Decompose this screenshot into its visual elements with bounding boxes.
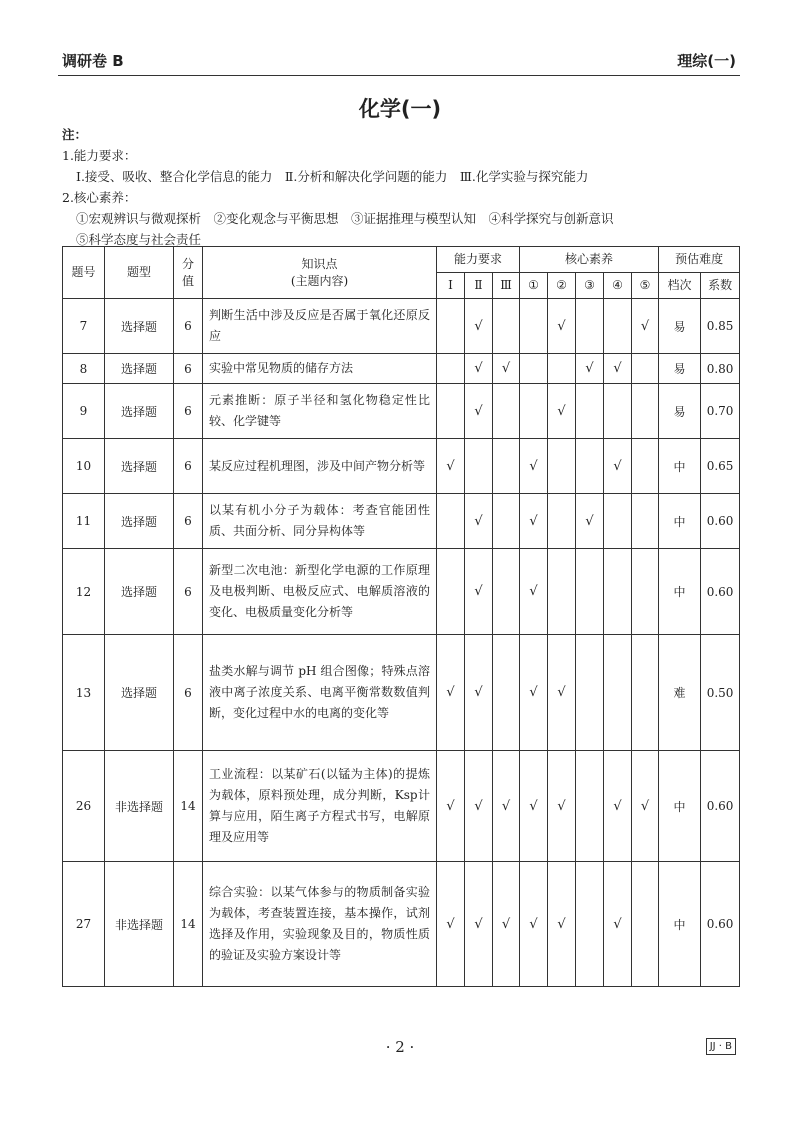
core-cell-2: √ <box>548 751 576 862</box>
question-score: 6 <box>174 299 203 354</box>
difficulty-coef: 0.60 <box>701 494 740 549</box>
question-score: 6 <box>174 384 203 439</box>
ability-cell-3 <box>493 549 520 635</box>
ability-cell-1 <box>437 384 465 439</box>
core-cell-3 <box>576 384 604 439</box>
header-level: 档次 <box>659 273 701 299</box>
ability-cell-2: √ <box>465 751 493 862</box>
difficulty-level: 中 <box>659 494 701 549</box>
core-cell-5 <box>632 354 659 384</box>
question-number: 8 <box>63 354 105 384</box>
core-cell-1: √ <box>520 439 548 494</box>
notes <box>62 124 614 250</box>
table-row <box>63 751 740 862</box>
notes-item2-title: 2.核心素养： <box>62 190 137 205</box>
header-core-1: ① <box>520 273 548 299</box>
ability-cell-1 <box>437 354 465 384</box>
knowledge-point: 以某有机小分子为载体：考查官能团性质、共面分析、同分异构体等 <box>203 494 437 549</box>
core-cell-3 <box>576 862 604 987</box>
core-cell-3: √ <box>576 494 604 549</box>
ability-cell-3: √ <box>493 354 520 384</box>
question-type: 选择题 <box>105 635 174 751</box>
question-score: 6 <box>174 549 203 635</box>
page-number: · 2 · <box>385 1038 415 1056</box>
core-cell-2: √ <box>548 635 576 751</box>
core-cell-5 <box>632 494 659 549</box>
question-number: 11 <box>63 494 105 549</box>
table-row <box>63 635 740 751</box>
question-type: 选择题 <box>105 494 174 549</box>
analysis-table <box>62 246 740 987</box>
question-score: 14 <box>174 751 203 862</box>
header-core-2: ② <box>548 273 576 299</box>
question-number: 27 <box>63 862 105 987</box>
difficulty-coef: 0.60 <box>701 549 740 635</box>
difficulty-level: 易 <box>659 354 701 384</box>
difficulty-level: 易 <box>659 384 701 439</box>
core-cell-5: √ <box>632 299 659 354</box>
ability-cell-2: √ <box>465 635 493 751</box>
core-cell-1 <box>520 384 548 439</box>
core-cell-1: √ <box>520 549 548 635</box>
difficulty-level: 中 <box>659 439 701 494</box>
ability-cell-1: √ <box>437 751 465 862</box>
core-cell-1: √ <box>520 635 548 751</box>
ability-cell-3 <box>493 494 520 549</box>
core-cell-4: √ <box>604 751 632 862</box>
ability-cell-1 <box>437 494 465 549</box>
core-cell-4 <box>604 384 632 439</box>
header-ability: 能力要求 <box>437 247 520 273</box>
footer-code: JJ · B <box>706 1038 736 1055</box>
ability-cell-1: √ <box>437 635 465 751</box>
question-number: 7 <box>63 299 105 354</box>
ability-cell-3: √ <box>493 862 520 987</box>
ability-cell-1: √ <box>437 439 465 494</box>
core-cell-4: √ <box>604 862 632 987</box>
ability-cell-2 <box>465 439 493 494</box>
ability-cell-3 <box>493 635 520 751</box>
question-type: 非选择题 <box>105 862 174 987</box>
difficulty-level: 难 <box>659 635 701 751</box>
core-cell-3 <box>576 549 604 635</box>
core-cell-1: √ <box>520 494 548 549</box>
difficulty-coef: 0.70 <box>701 384 740 439</box>
core-cell-3 <box>576 439 604 494</box>
ability-cell-1: √ <box>437 862 465 987</box>
notes-label: 注： <box>62 127 88 142</box>
knowledge-point: 实验中常见物质的储存方法 <box>203 354 437 384</box>
core-cell-3 <box>576 751 604 862</box>
core-cell-5: √ <box>632 751 659 862</box>
core-cell-3: √ <box>576 354 604 384</box>
ability-cell-2: √ <box>465 299 493 354</box>
question-number: 9 <box>63 384 105 439</box>
core-cell-1 <box>520 354 548 384</box>
difficulty-level: 中 <box>659 751 701 862</box>
header-knowledge: 知识点 (主题内容) <box>203 247 437 299</box>
core-cell-5 <box>632 862 659 987</box>
question-score: 6 <box>174 635 203 751</box>
page-title: 化学(一) <box>358 97 442 121</box>
ability-cell-2: √ <box>465 384 493 439</box>
difficulty-level: 易 <box>659 299 701 354</box>
difficulty-level: 中 <box>659 862 701 987</box>
question-score: 6 <box>174 494 203 549</box>
ability-cell-2: √ <box>465 354 493 384</box>
table-row <box>63 549 740 635</box>
notes-item1-title: 1.能力要求： <box>62 148 137 163</box>
core-cell-5 <box>632 439 659 494</box>
header-left: 调研卷 B <box>62 52 124 70</box>
core-cell-2 <box>548 494 576 549</box>
core-cell-4: √ <box>604 439 632 494</box>
knowledge-point: 某反应过程机理图，涉及中间产物分析等 <box>203 439 437 494</box>
core-cell-2: √ <box>548 299 576 354</box>
knowledge-point: 综合实验：以某气体参与的物质制备实验为载体，考查装置连接，基本操作，试剂选择及作用，实验现象及目的，物质性质的验证及实验方案设计等 <box>203 862 437 987</box>
core-cell-3 <box>576 299 604 354</box>
question-type: 选择题 <box>105 549 174 635</box>
question-score: 14 <box>174 862 203 987</box>
ability-cell-3 <box>493 384 520 439</box>
table-row <box>63 354 740 384</box>
header-core: 核心素养 <box>520 247 659 273</box>
header-ability-1: Ⅰ <box>437 273 465 299</box>
header-score: 分 值 <box>174 247 203 299</box>
header-difficulty: 预估难度 <box>659 247 740 273</box>
ability-cell-1 <box>437 549 465 635</box>
table-row <box>63 384 740 439</box>
question-score: 6 <box>174 354 203 384</box>
core-cell-2 <box>548 549 576 635</box>
question-type: 选择题 <box>105 299 174 354</box>
ability-cell-3 <box>493 299 520 354</box>
core-cell-2: √ <box>548 862 576 987</box>
knowledge-point: 元素推断：原子半径和氢化物稳定性比较、化学键等 <box>203 384 437 439</box>
core-cell-2: √ <box>548 384 576 439</box>
question-type: 选择题 <box>105 354 174 384</box>
header-ability-2: Ⅱ <box>465 273 493 299</box>
core-cell-4 <box>604 635 632 751</box>
ability-cell-3 <box>493 439 520 494</box>
header-core-4: ④ <box>604 273 632 299</box>
question-number: 13 <box>63 635 105 751</box>
core-cell-5 <box>632 384 659 439</box>
header-core-3: ③ <box>576 273 604 299</box>
question-type: 选择题 <box>105 384 174 439</box>
ability-cell-3: √ <box>493 751 520 862</box>
core-cell-1: √ <box>520 751 548 862</box>
core-cell-1: √ <box>520 862 548 987</box>
core-cell-2 <box>548 439 576 494</box>
header-right: 理综(一) <box>677 52 736 70</box>
header-rule <box>58 75 740 76</box>
knowledge-point: 盐类水解与调节 pH 组合图像；特殊点溶液中离子浓度关系、电离平衡常数数值判断，变化过程中水的电离的变化等 <box>203 635 437 751</box>
knowledge-point: 工业流程：以某矿石(以锰为主体)的提炼为载体，原料预处理，成分判断，Ksp计算与应用，陌生离子方程式书写，电解原理及应用等 <box>203 751 437 862</box>
question-number: 12 <box>63 549 105 635</box>
table-row <box>63 862 740 987</box>
difficulty-coef: 0.85 <box>701 299 740 354</box>
ability-cell-2: √ <box>465 494 493 549</box>
question-type: 选择题 <box>105 439 174 494</box>
question-type: 非选择题 <box>105 751 174 862</box>
core-cell-4 <box>604 549 632 635</box>
notes-item2-line1: ①宏观辨识与微观探析 ②变化观念与平衡思想 ③证据推理与模型认知 ④科学探究与创新意识 <box>76 211 614 226</box>
notes-item1-text: Ⅰ.接受、吸收、整合化学信息的能力 Ⅱ.分析和解决化学问题的能力 Ⅲ.化学实验与探究能力 <box>76 169 589 184</box>
table-row <box>63 299 740 354</box>
header-coef: 系数 <box>701 273 740 299</box>
core-cell-4: √ <box>604 354 632 384</box>
header-num: 题号 <box>63 247 105 299</box>
core-cell-5 <box>632 635 659 751</box>
difficulty-coef: 0.60 <box>701 751 740 862</box>
table-row <box>63 439 740 494</box>
difficulty-coef: 0.50 <box>701 635 740 751</box>
notes-item2-line2: ⑤科学态度与社会责任 <box>76 232 202 247</box>
knowledge-point: 新型二次电池：新型化学电源的工作原理及电极判断、电极反应式、电解质溶液的变化、电极质量变化分析等 <box>203 549 437 635</box>
difficulty-coef: 0.80 <box>701 354 740 384</box>
question-score: 6 <box>174 439 203 494</box>
core-cell-5 <box>632 549 659 635</box>
header-type: 题型 <box>105 247 174 299</box>
knowledge-point: 判断生活中涉及反应是否属于氧化还原反应 <box>203 299 437 354</box>
ability-cell-2: √ <box>465 549 493 635</box>
core-cell-4 <box>604 494 632 549</box>
header-core-5: ⑤ <box>632 273 659 299</box>
ability-cell-1 <box>437 299 465 354</box>
core-cell-1 <box>520 299 548 354</box>
ability-cell-2: √ <box>465 862 493 987</box>
core-cell-4 <box>604 299 632 354</box>
difficulty-level: 中 <box>659 549 701 635</box>
question-number: 26 <box>63 751 105 862</box>
question-number: 10 <box>63 439 105 494</box>
core-cell-3 <box>576 635 604 751</box>
core-cell-2 <box>548 354 576 384</box>
table-row <box>63 494 740 549</box>
difficulty-coef: 0.65 <box>701 439 740 494</box>
difficulty-coef: 0.60 <box>701 862 740 987</box>
header-ability-3: Ⅲ <box>493 273 520 299</box>
